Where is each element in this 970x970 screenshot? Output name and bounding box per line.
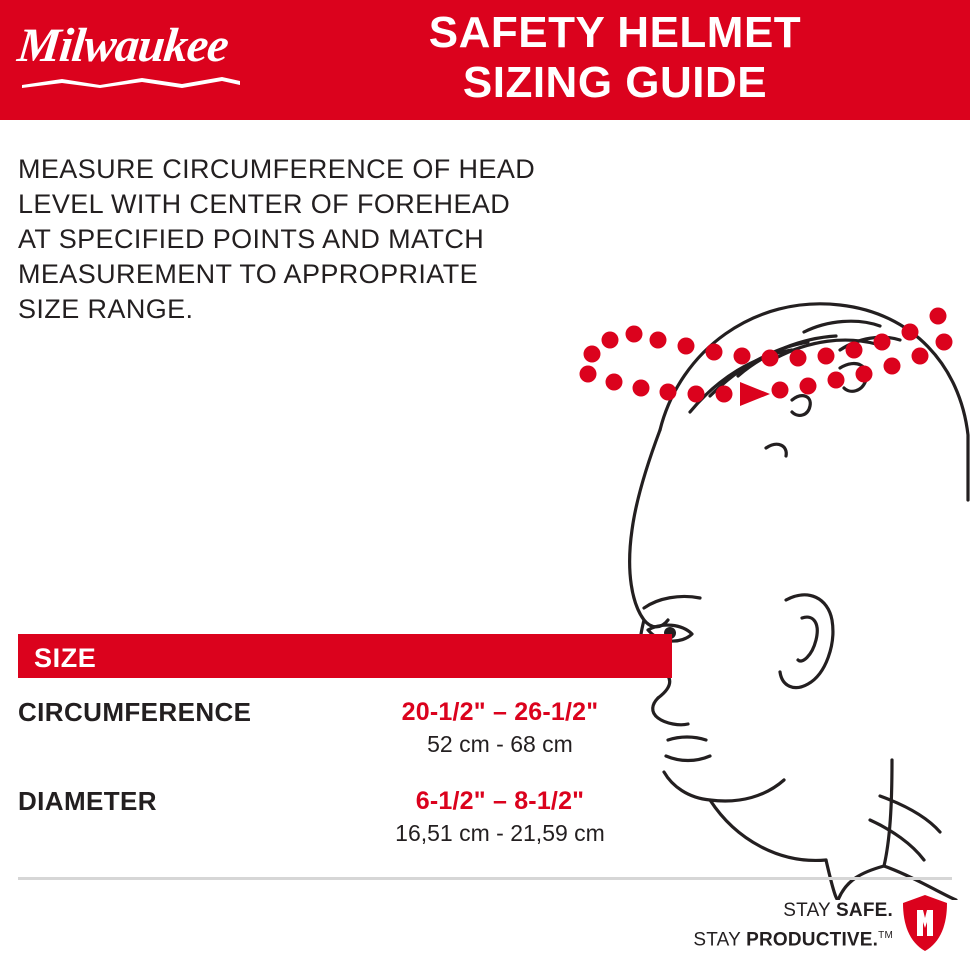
page-title bbox=[270, 8, 960, 108]
direction-arrow-icon bbox=[740, 382, 770, 406]
tagline-line2-bold: PRODUCTIVE. bbox=[746, 929, 879, 951]
tagline-line-1 bbox=[693, 898, 893, 923]
tagline-line1-bold: SAFE. bbox=[836, 900, 893, 921]
instructions-text: MEASURE CIRCUMFERENCE OF HEAD LEVEL WITH CENTER OF FOREHEAD AT SPECIFIED POINTS AND MATCH MEASUREMENT TO APPROPRIATE SIZE RANGE. bbox=[18, 154, 536, 324]
tagline-line2-lite: STAY bbox=[693, 929, 747, 951]
tagline-line-2 bbox=[693, 923, 893, 952]
footer-divider bbox=[18, 877, 952, 880]
page-title-line2: SIZING GUIDE bbox=[462, 58, 768, 107]
size-table-header bbox=[18, 634, 672, 678]
row-label-diameter: DIAMETER bbox=[18, 786, 157, 816]
tagline-line1-lite: STAY bbox=[783, 900, 837, 921]
trademark-symbol: TM bbox=[878, 930, 893, 941]
size-table-header-label: SIZE bbox=[34, 643, 97, 673]
page-header bbox=[0, 0, 970, 120]
page-title-line1: SAFETY HELMET bbox=[428, 8, 802, 57]
page-footer bbox=[600, 898, 955, 960]
row-value-diameter-inches: 6-1/2" – 8-1/2" bbox=[415, 787, 585, 815]
row-value-diameter-cm: 16,51 cm - 21,59 cm bbox=[395, 820, 605, 846]
footer-tagline bbox=[693, 898, 893, 952]
brand-wordmark: Milwaukee bbox=[15, 19, 231, 72]
shield-icon bbox=[901, 894, 949, 952]
row-value-circumference-inches: 20-1/2" – 26-1/2" bbox=[401, 698, 599, 726]
row-value-circumference-cm: 52 cm - 68 cm bbox=[427, 731, 573, 757]
milwaukee-logo bbox=[15, 14, 248, 106]
lightning-bolt-icon bbox=[22, 76, 240, 88]
row-label-circumference: CIRCUMFERENCE bbox=[18, 697, 252, 727]
